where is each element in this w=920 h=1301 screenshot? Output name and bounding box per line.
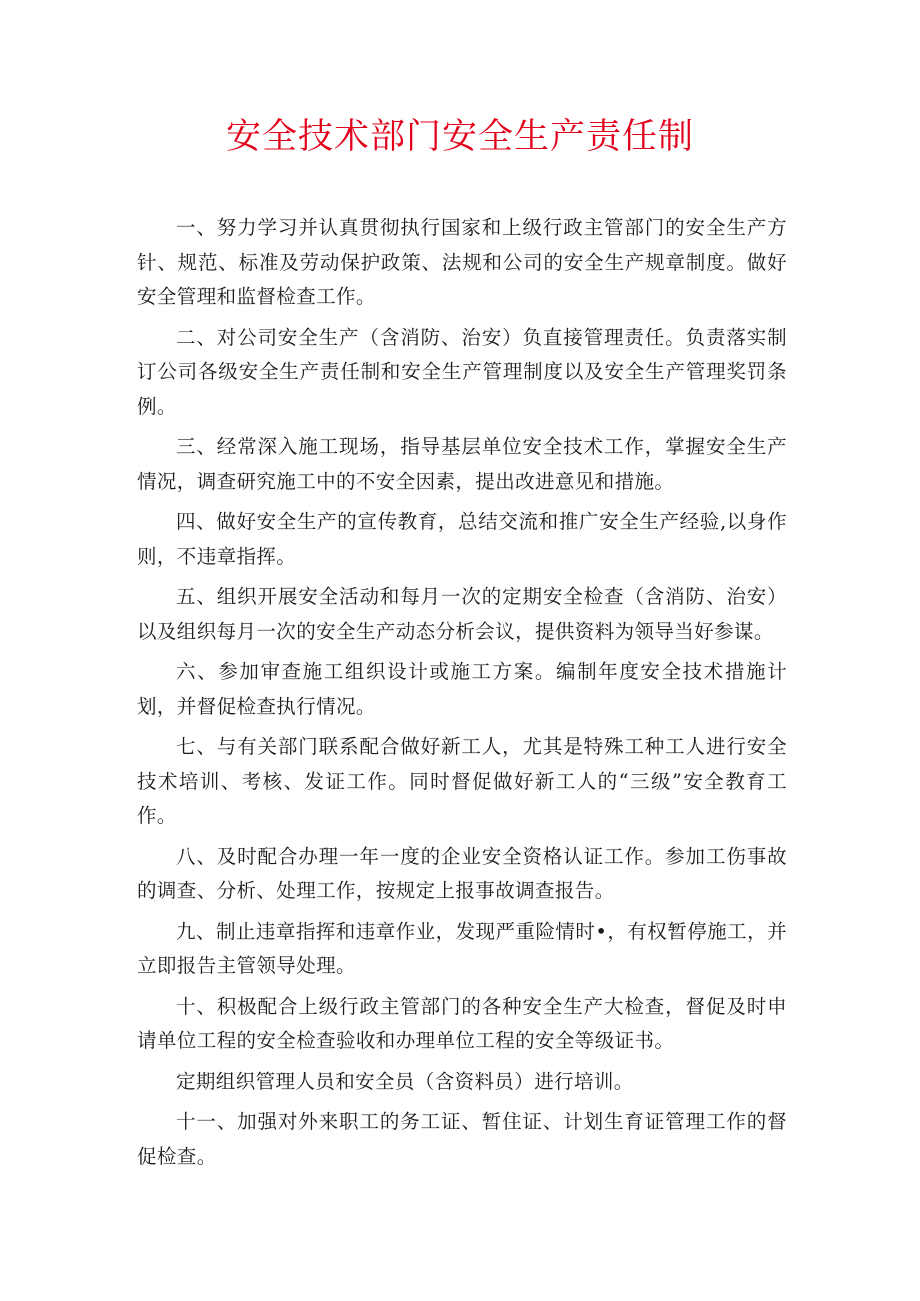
paragraph-9: 九、制止违章指挥和违章作业，发现严重险情时•，有权暂停施工，并立即报告主管领导处理。: [137, 919, 787, 977]
paragraph-4: 四、做好安全生产的宣传教育，总结交流和推广安全生产经验,以身作则，不违章指挥。: [137, 510, 787, 568]
paragraph-10: 十、积极配合上级行政主管部门的各种安全生产大检查，督促及时申请单位工程的安全检查验收和办理单位工程的安全等级证书。: [137, 994, 787, 1052]
paragraph-12: 十一、加强对外来职工的务工证、暂住证、计划生育证管理工作的督促检查。: [137, 1110, 787, 1168]
paragraph-8: 八、及时配合办理一年一度的企业安全资格认证工作。参加工伤事故的调查、分析、处理工作，按规定上报事故调查报告。: [137, 844, 787, 902]
paragraph-6: 六、参加审查施工组织设计或施工方案。编制年度安全技术措施计划，并督促检查执行情况。: [137, 660, 787, 718]
paragraph-1: 一、努力学习并认真贯彻执行国家和上级行政主管部门的安全生产方针、规范、标准及劳动保护政策、法规和公司的安全生产规章制度。做好安全管理和监督检查工作。: [137, 216, 787, 308]
paragraph-2: 二、对公司安全生产（含消防、治安）负直接管理责任。负责落实制订公司各级安全生产责任制和安全生产管理制度以及安全生产管理奖罚条例。: [137, 325, 787, 418]
document-title: 安全技术部门安全生产责任制: [225, 117, 694, 157]
document-body: [137, 211, 787, 1180]
paragraph-7: 七、与有关部门联系配合做好新工人，尤其是特殊工种工人进行安全技术培训、考核、发证工作。同时督促做好新工人的“三级”安全教育工作。: [137, 735, 787, 827]
paragraph-11: 定期组织管理人员和安全员（含资料员）进行培训。: [176, 1069, 634, 1093]
paragraph-3: 三、经常深入施工现场，指导基层单位安全技术工作，掌握安全生产情况，调查研究施工中的不安全因素，提出改进意见和措施。: [137, 435, 787, 493]
paragraph-5: 五、组织开展安全活动和每月一次的定期安全检查（含消防、治安）以及组织每月一次的安全生产动态分析会议，提供资料为领导当好参谋。: [137, 585, 787, 643]
